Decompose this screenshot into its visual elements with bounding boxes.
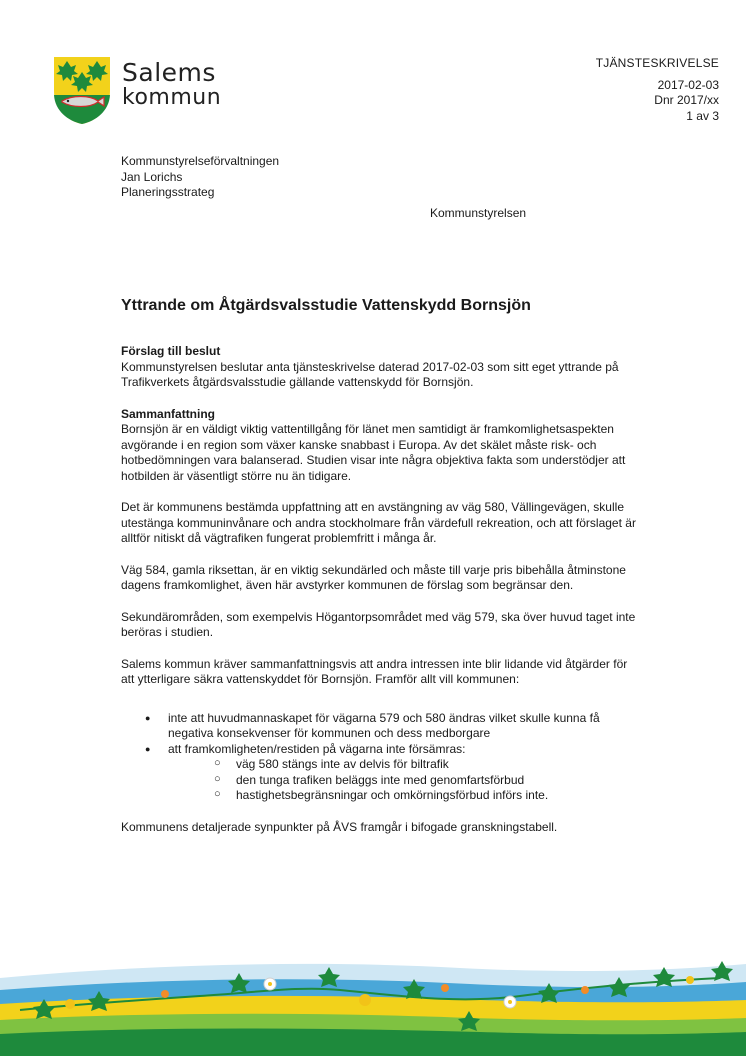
summary-paragraph: Sekundärområden, som exempelvis Högantorpsområdet med väg 579, ska över huvud taget inte beröras i studien. <box>121 609 636 639</box>
salems-kommun-logo <box>52 55 222 127</box>
proposal-heading: Förslag till beslut <box>121 344 221 358</box>
document-meta <box>596 56 719 124</box>
sender-role: Planeringsstrateg <box>121 185 215 199</box>
floral-vine-decoration <box>0 960 746 1056</box>
recipient: Kommunstyrelsen <box>430 206 527 220</box>
sub-list-item: ○ väg 580 stängs inte av delvis för biltrafik <box>214 757 636 773</box>
document-type: TJÄNSTESKRIVELSE <box>595 56 719 70</box>
list-item: ● att framkomligheten/restiden på vägarna inte försämras: ○ väg 580 stängs inte av delvis för biltrafik ○ den tunga trafiken beläggs inte med genomfartsförbud ○ hastighetsbegränsningar och omkörningsförbud införs inte. <box>145 742 636 804</box>
summary-heading: Sammanfattning <box>121 406 216 421</box>
summary-paragraph: Väg 584, gamla riksettan, är en viktig sekundärled och måste till varje pris bibehålla åtminstone dagens framkomlighet, även här avstyrker kommunen de förslag som begränsar den. <box>121 562 626 592</box>
summary-paragraph: Bornsjön är en väldigt viktig vattentillgång för länet men samtidigt är framkomlighetsaspekten avgörande i en region som växer kanske snabbast i Europa. Av det skälet måste risk- och hotbedömningen vara balanserad. Studien visar inte några objektiva fakta som understödjer att hotbilden är väsentligt större nu än tidigare. <box>121 422 626 483</box>
document-title: Yttrande om Åtgärdsvalsstudie Vattenskydd Bornsjön <box>121 297 531 314</box>
document-date: 2017-02-03 <box>657 77 719 92</box>
sub-list-item: ○ den tunga trafiken beläggs inte med genomfartsförbud <box>214 773 636 789</box>
sub-list <box>168 757 636 804</box>
summary-paragraph: Salems kommun kräver sammanfattningsvis att andra intressen inte blir lidande vid åtgärder för att ytterligare säkra vattenskyddet för Bornsjön. Framför allt vill kommunen: <box>121 656 628 686</box>
sub-list-item: ○ hastighetsbegränsningar och omkörningsförbud införs inte. <box>214 788 636 804</box>
closing-text: Kommunens detaljerade synpunkter på ÅVS framgår i bifogade granskningstabell. <box>121 819 558 834</box>
summary-paragraph: Det är kommunens bestämda uppfattning att en avstängning av väg 580, Vällingevägen, skulle utestänga kommuninvånare och andra stockholmare från värdefull rekreation, och att förslaget är alltför nitiskt då vägtrafiken fungerat problemfritt i många år. <box>121 500 636 545</box>
sender-name: Jan Lorichs <box>121 169 183 184</box>
coat-of-arms-icon <box>52 55 112 125</box>
document-body <box>121 296 636 851</box>
list-item: ● inte att huvudmannaskapet för vägarna 579 och 580 ändras vilket skulle kunna få negativa konsekvenser för kommunen och dess medborgare <box>145 711 636 742</box>
logo-subtitle: kommun <box>122 85 222 110</box>
logo-name: Salems <box>122 58 216 87</box>
page-indicator: 1 av 3 <box>686 108 719 123</box>
sender-block <box>121 154 279 201</box>
document-number: Dnr 2017/xx <box>654 93 719 107</box>
demands-list <box>121 711 636 804</box>
sender-organisation: Kommunstyrelseförvaltningen <box>121 154 280 168</box>
proposal-text: Kommunstyrelsen beslutar anta tjänsteskrivelse daterad 2017-02-03 som sitt eget yttrande på Trafikverkets åtgärdsvalsstudie gällande vattenskydd för Bornsjön. <box>121 359 619 389</box>
